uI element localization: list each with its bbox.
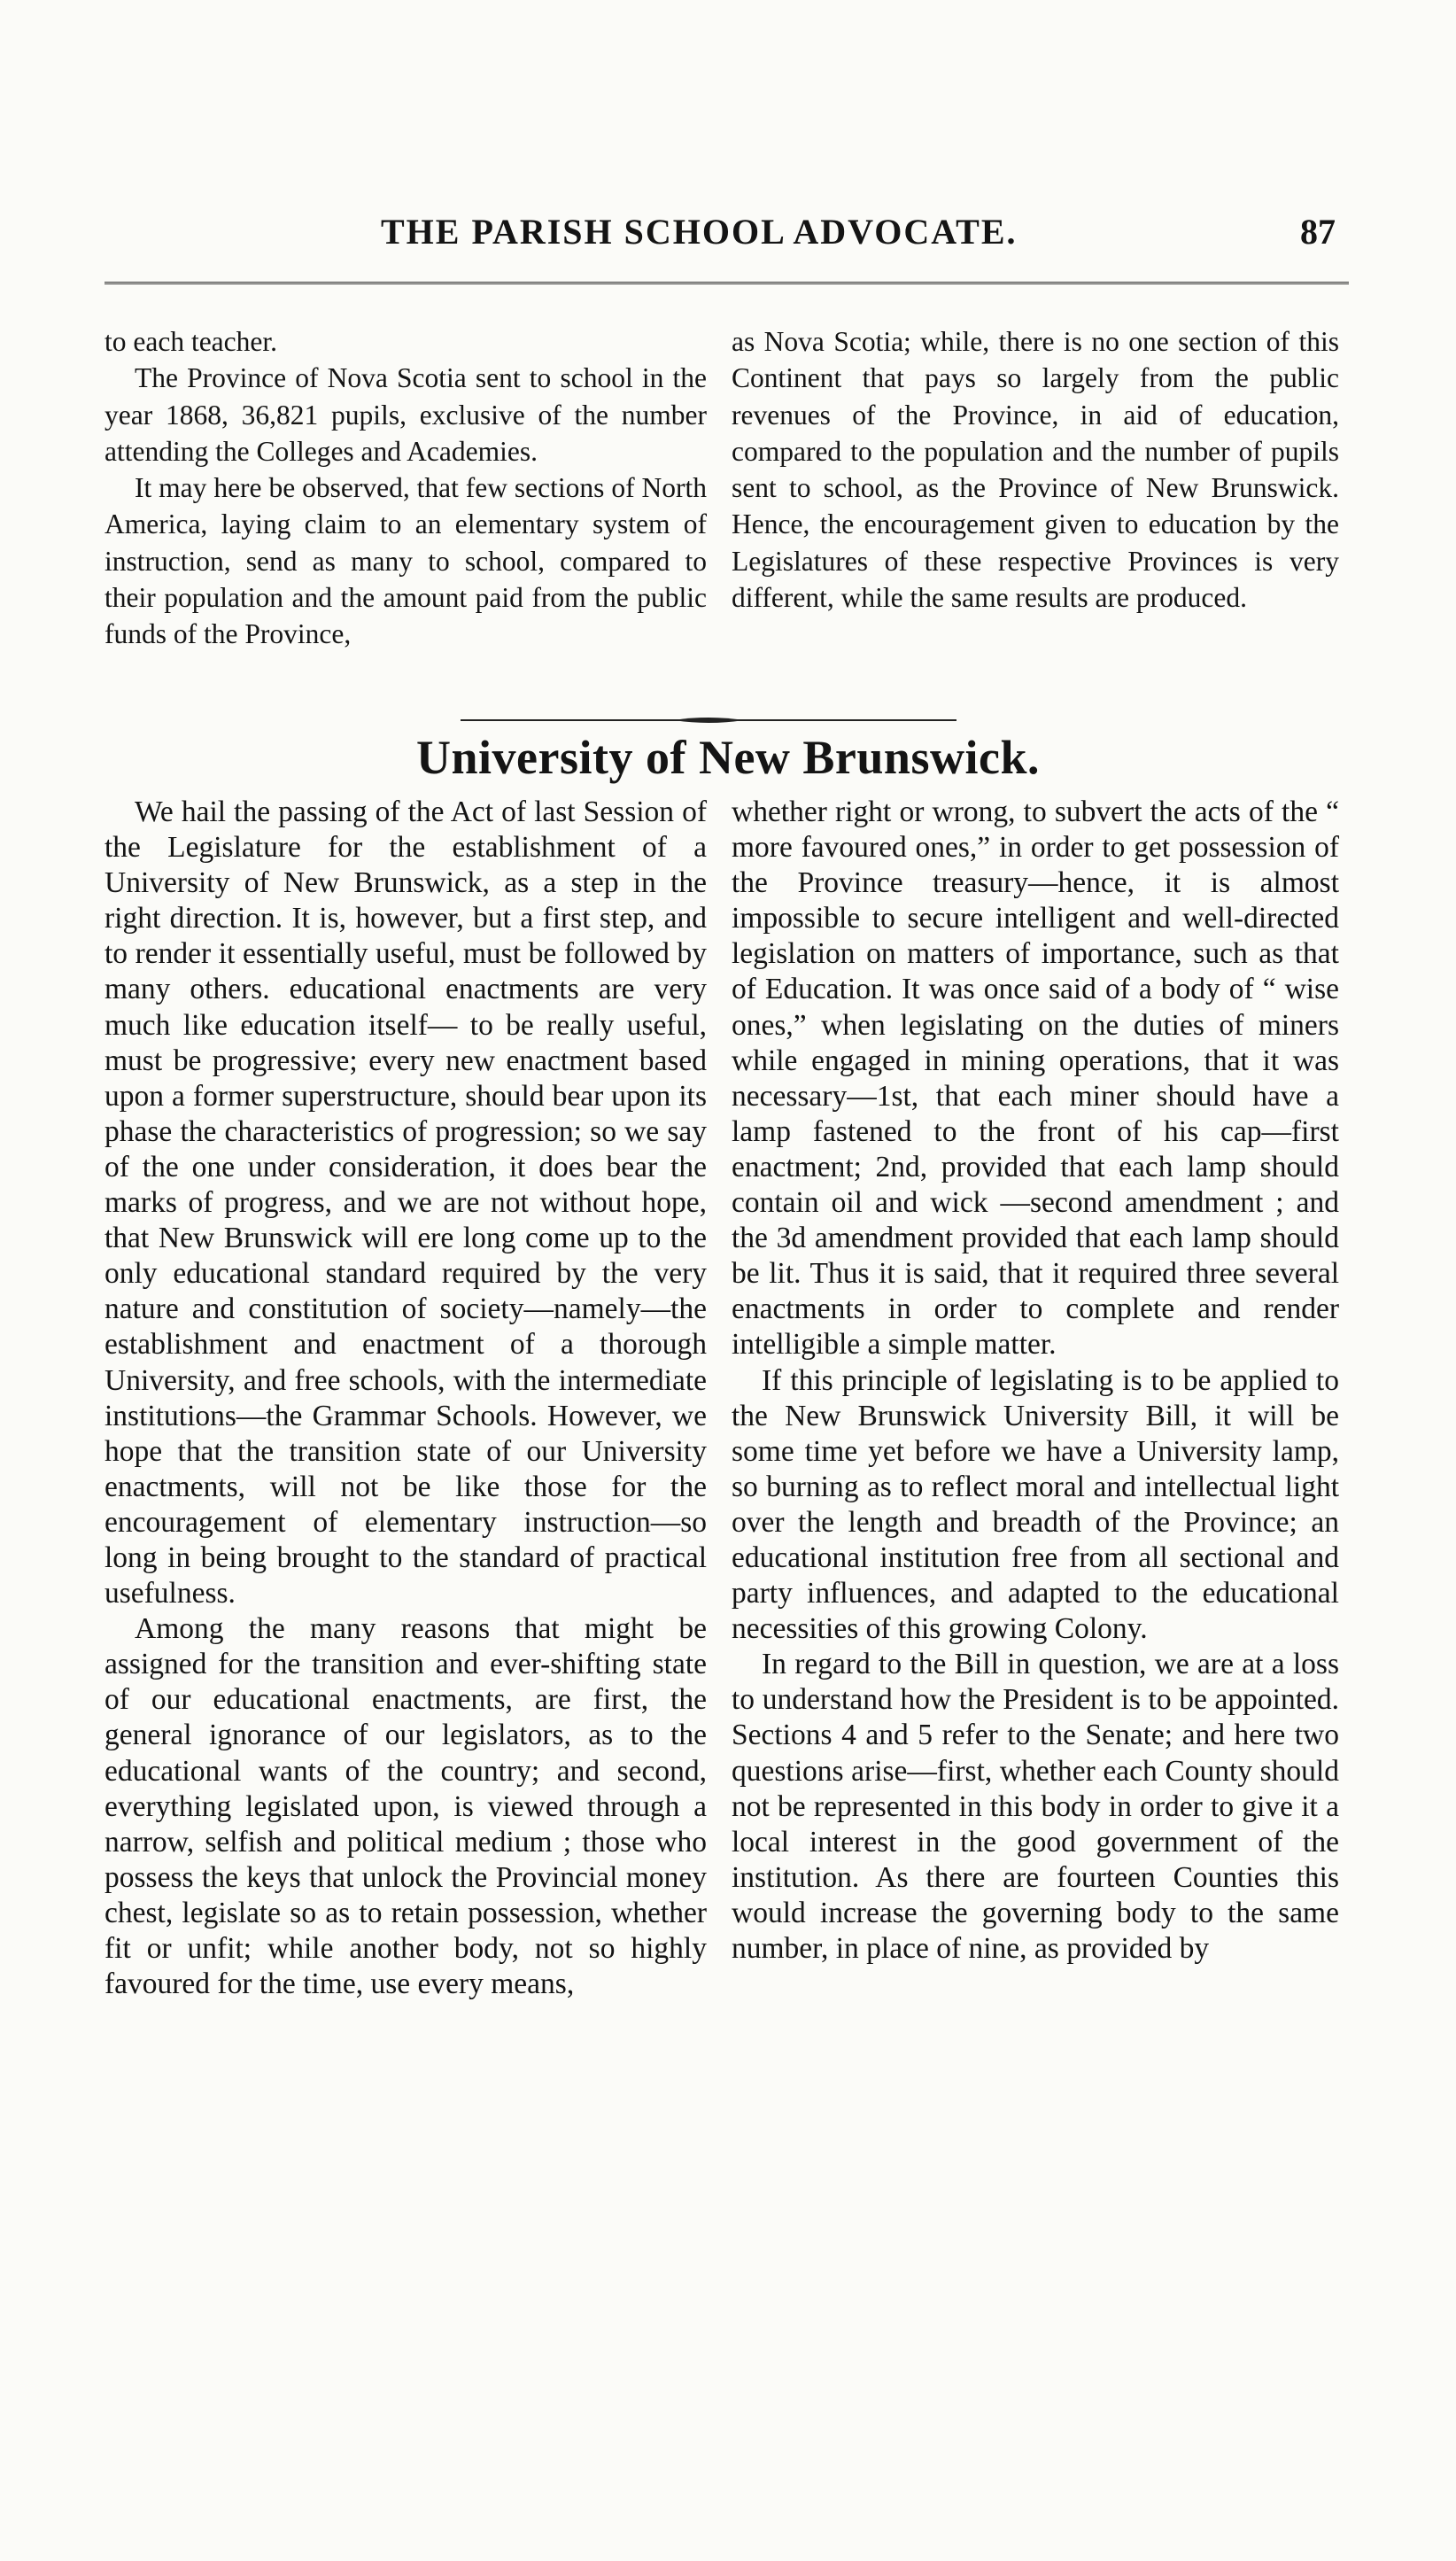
- article-title: University of New Brunswick.: [416, 731, 1040, 784]
- page-number: 87: [1300, 212, 1336, 252]
- intro-left-column: [105, 323, 707, 653]
- running-title: THE PARISH SCHOOL ADVOCATE.: [381, 212, 1018, 252]
- intro-paragraph: as Nova Scotia; while, there is no one section of this Continent that pays so largely from the public revenues of the Province, in aid of education, compared to the population and the number of pupils sent to school, as the Province of New Brunswick. Hence, the encouragement given to education by the Legislatures of these respective Provinces is very different, while the same results are produced.: [732, 326, 1339, 614]
- article-right-column: [732, 795, 1339, 1967]
- intro-paragraph: It may here be observed, that few sections of North America, laying claim to an elementary system of instruction, send as many to school, compared to their population and the amount paid from the public funds of the Province,: [105, 472, 707, 650]
- article-paragraph: In regard to the Bill in question, we are at a loss to understand how the President is to be appointed. Sections 4 and 5 refer to the Senate; and here two questions arise—first, whether each County should not be represented in this body in order to give it a local interest in the good government of the institution. As there are fourteen Counties this would increase the governing body to the same number, in place of nine, as provided by: [732, 1648, 1339, 1965]
- article-paragraph: Among the many reasons that might be assigned for the transition and ever-shifting state of our educational enactments, are first, the general ignorance of our legislators, as to the educational wants of the country; and second, everything legislated upon, is viewed through a narrow, selfish and political medium ; those who possess the keys that unlock the Provincial money chest, legislate so as to retain possession, whether fit or unfit; while another body, not so highly favoured for the time, use every means,: [105, 1612, 707, 2001]
- header-rule: [105, 282, 1349, 284]
- section-divider-ornament: [461, 716, 956, 725]
- article-left-column: [105, 795, 707, 2002]
- article-paragraph: If this principle of legislating is to be applied to the New Brunswick University Bill, it will be some time yet before we have a University lamp, so burning as to reflect moral and intellectual light over the length and breadth of the Province; an educational institution free from all sectional and party influences, and adapted to the educational necessities of this growing Colony.: [732, 1363, 1339, 1646]
- running-head: [0, 211, 1456, 264]
- article-paragraph: We hail the passing of the Act of last Session of the Legislature for the establishment of a University of New Brunswick, as a step in the right direction. It is, however, but a first step, and to render it essentially useful, must be followed by many others. educational enactments are very much like education itself— to be really useful, must be progressive; every new enactment based upon a former superstructure, should bear upon its phase the characteristics of progression; so we say of the one under consideration, it does bear the marks of progress, and we are not without hope, that New Brunswick will ere long come up to the only educational standard required by the very nature and constitution of society—namely—the establishment and enactment of a thorough University, and free schools, with the intermediate institutions—the Grammar Schools. However, we hope that the transition state of our University enactments, will not be like those for the encouragement of elementary instruction—so long in being brought to the standard of practical usefulness.: [105, 795, 707, 1610]
- intro-right-column: [732, 323, 1339, 616]
- intro-paragraph: to each teacher.: [105, 326, 277, 357]
- article-paragraph: whether right or wrong, to subvert the acts of the “ more favoured ones,” in order to get possession of the Province treasury—hence, it is almost impossible to secure intelligent and well-directed legislation on matters of importance, such as that of Education. It was once said of a body of “ wise ones,” when legislating on the duties of miners while engaged in mining operations, that it was necessary—1st, that each miner should have a lamp fastened to the front of his cap—first enactment; 2nd, provided that each lamp should contain oil and wick —second amendment ; and the 3d amendment provided that each lamp should be lit. Thus it is said, that it required three several enactments in order to complete and render intelligible a simple matter.: [732, 795, 1339, 1362]
- intro-paragraph: The Province of Nova Scotia sent to school in the year 1868, 36,821 pupils, exclusive of the number attending the Colleges and Academies.: [105, 362, 707, 467]
